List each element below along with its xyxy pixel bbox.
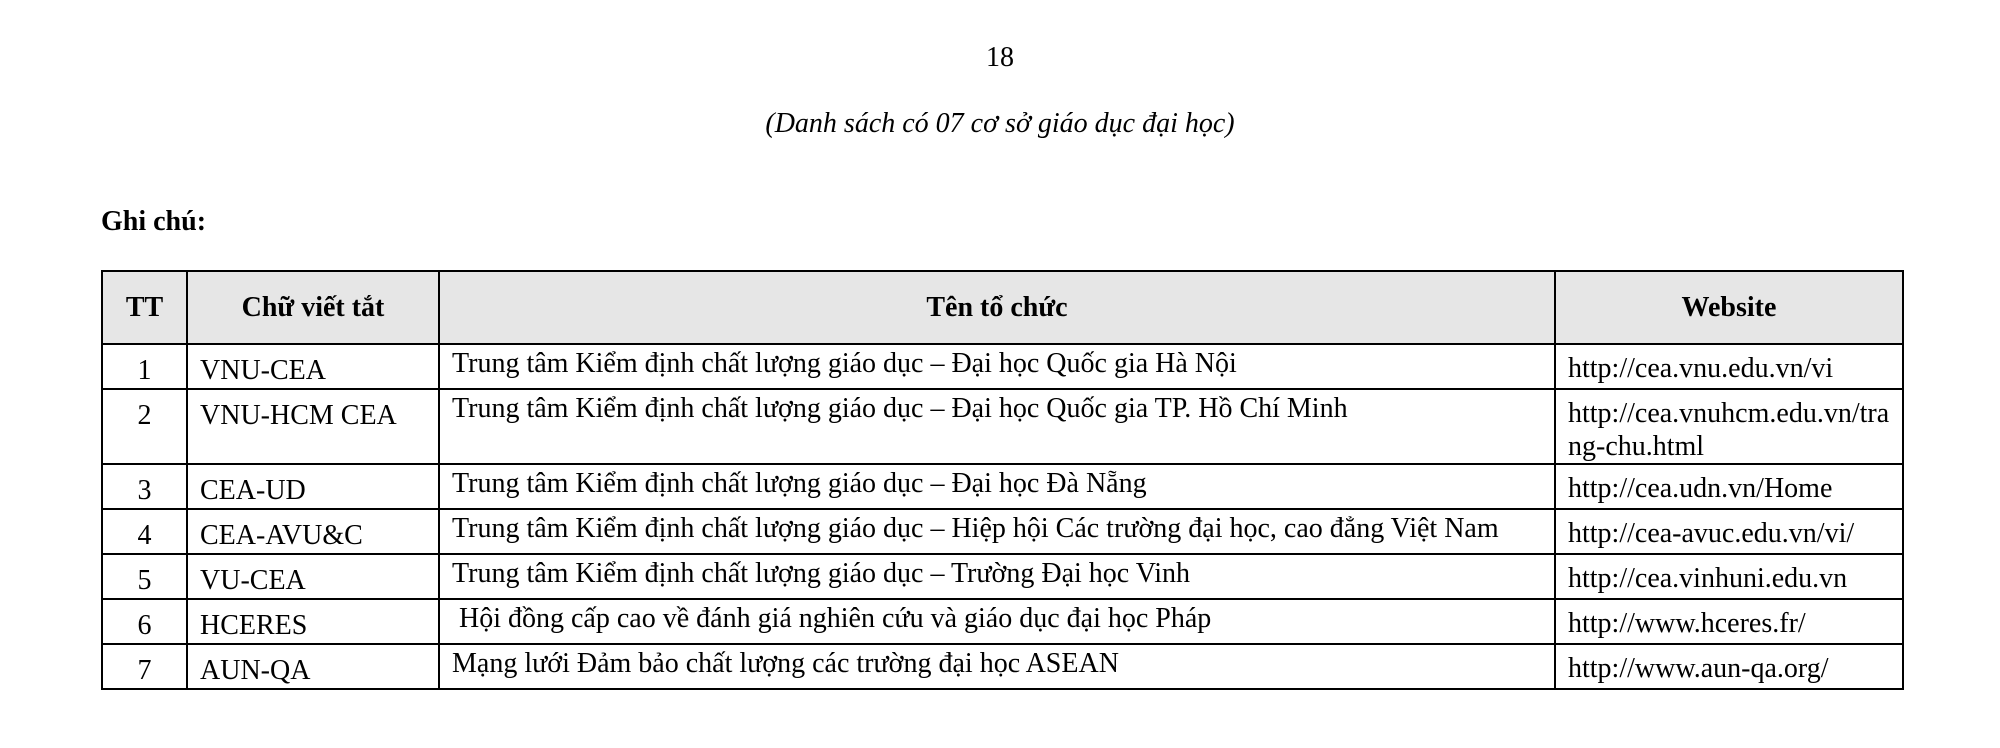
abbreviation-table (101, 270, 1904, 690)
row-organization-name: Mạng lưới Đảm bảo chất lượng các trường đại học ASEAN (439, 644, 1555, 689)
table-row (102, 509, 1903, 554)
row-abbreviation: VNU-HCM CEA (187, 389, 439, 464)
notes-heading: Ghi chú: (101, 206, 207, 237)
row-abbreviation: CEA-AVU&C (187, 509, 439, 554)
table-row (102, 554, 1903, 599)
table-row (102, 389, 1903, 464)
row-abbreviation: VU-CEA (187, 554, 439, 599)
row-abbreviation: VNU-CEA (187, 344, 439, 389)
row-website: http://cea.vinhuni.edu.vn (1555, 554, 1903, 599)
table-header-row (102, 271, 1903, 344)
row-number: 7 (102, 644, 187, 689)
header-website: Website (1555, 271, 1903, 344)
row-website: http://www.aun-qa.org/ (1555, 644, 1903, 689)
header-organization-name: Tên tổ chức (439, 271, 1555, 344)
table-row (102, 464, 1903, 509)
row-organization-name: Trung tâm Kiểm định chất lượng giáo dục – Đại học Quốc gia Hà Nội (439, 344, 1555, 389)
row-organization-name: Trung tâm Kiểm định chất lượng giáo dục – Hiệp hội Các trường đại học, cao đẳng Việt Nam (439, 509, 1555, 554)
row-abbreviation: HCERES (187, 599, 439, 644)
row-website: http://cea.udn.vn/Home (1555, 464, 1903, 509)
row-organization-name: Trung tâm Kiểm định chất lượng giáo dục – Đại học Đà Nẵng (439, 464, 1555, 509)
row-website: http://cea-avuc.edu.vn/vi/ (1555, 509, 1903, 554)
row-website: http://www.hceres.fr/ (1555, 599, 1903, 644)
row-number: 1 (102, 344, 187, 389)
row-number: 2 (102, 389, 187, 464)
row-abbreviation: CEA-UD (187, 464, 439, 509)
row-number: 3 (102, 464, 187, 509)
row-organization-name: Trung tâm Kiểm định chất lượng giáo dục – Trường Đại học Vinh (439, 554, 1555, 599)
row-abbreviation: AUN-QA (187, 644, 439, 689)
row-organization-name: Hội đồng cấp cao về đánh giá nghiên cứu và giáo dục đại học Pháp (439, 599, 1555, 644)
header-tt: TT (102, 271, 187, 344)
row-number: 5 (102, 554, 187, 599)
row-number: 6 (102, 599, 187, 644)
header-abbreviation: Chữ viết tắt (187, 271, 439, 344)
row-website: http://cea.vnu.edu.vn/vi (1555, 344, 1903, 389)
table-row (102, 599, 1903, 644)
table-row (102, 344, 1903, 389)
list-note: (Danh sách có 07 cơ sở giáo dục đại học) (765, 108, 1235, 139)
table-row (102, 644, 1903, 689)
row-number: 4 (102, 509, 187, 554)
row-organization-name: Trung tâm Kiểm định chất lượng giáo dục – Đại học Quốc gia TP. Hồ Chí Minh (439, 389, 1555, 464)
page-number: 18 (986, 42, 1014, 73)
row-website: http://cea.vnuhcm.edu.vn/trang-chu.html (1555, 389, 1903, 464)
